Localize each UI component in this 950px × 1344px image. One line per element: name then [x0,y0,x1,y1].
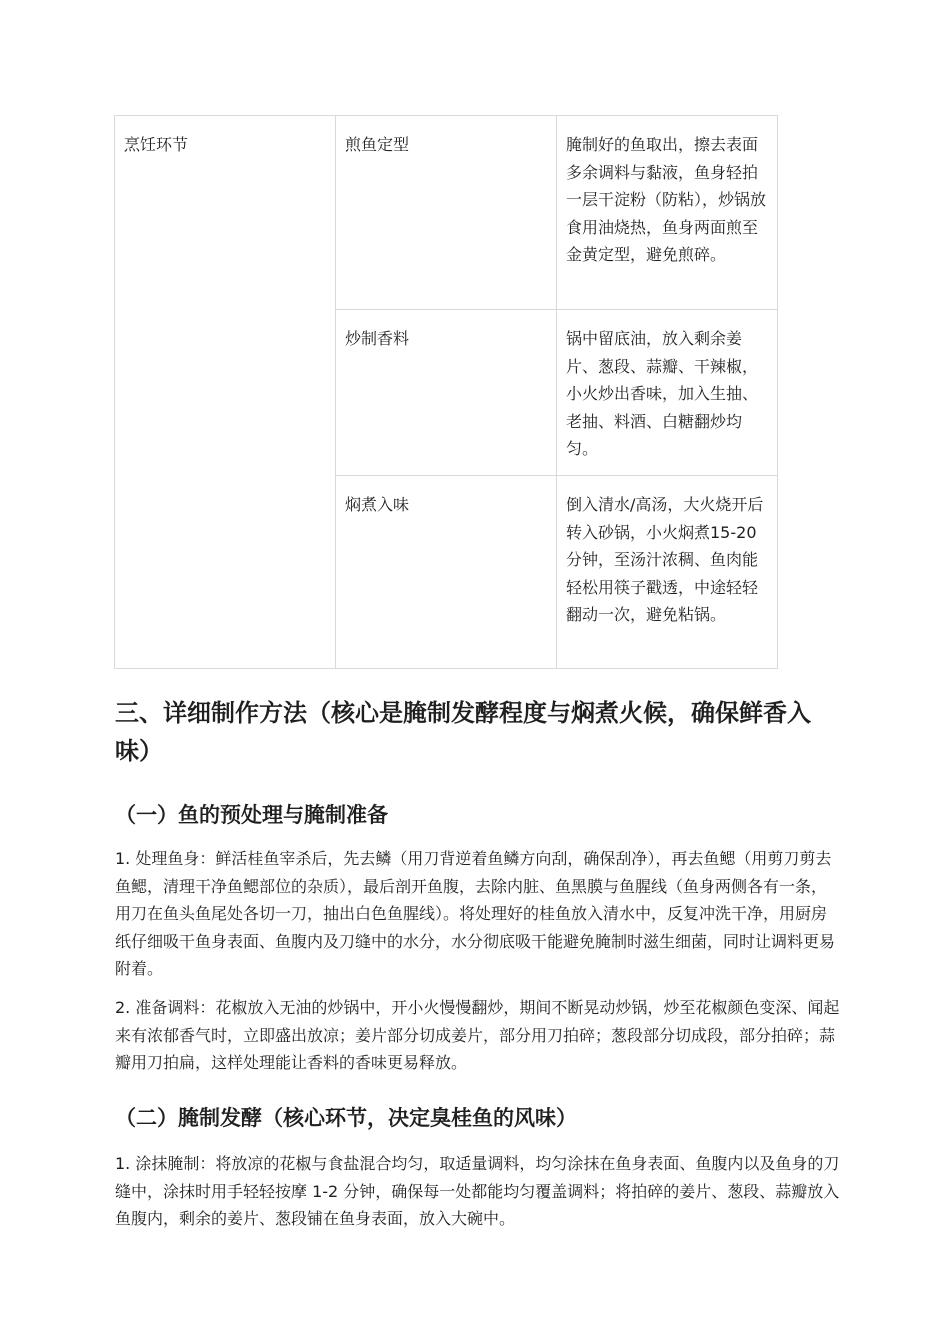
table-row [115,116,778,310]
subsection-heading-1: （一）鱼的预处理与腌制准备 [115,803,388,827]
paragraph-marinate: 1. 涂抹腌制：将放凉的花椒与食盐混合均匀，取适量调料，均匀涂抹在鱼身表面、鱼腹内以及鱼身的刀缝中，涂抹时用手轻轻按摩 1-2 分钟，确保每一处都能均匀覆盖调料；将拍碎的姜片、葱段、蒜瓣放入鱼腹内，剩余的姜片、葱段铺在鱼身表面，放入大碗中。 [115,1154,840,1229]
subsection-heading-2: （二）腌制发酵（核心环节，决定臭桂鱼的风味） [115,1106,577,1130]
cooking-steps-table [114,115,778,669]
detail-cell: 锅中留底油，放入剩余姜片、葱段、蒜瓣、干辣椒，小火炒出香味，加入生抽、老抽、料酒、白糖翻炒均匀。 [557,310,778,476]
paragraph-prepare-seasoning: 2. 准备调料：花椒放入无油的炒锅中，开小火慢慢翻炒，期间不断晃动炒锅，炒至花椒颜色变深、闻起来有浓郁香气时，立即盛出放凉；姜片部分切成姜片，部分用刀拍碎；葱段部分切成段，部分拍碎；蒜瓣用刀拍扁，这样处理能让香料的香味更易释放。 [115,998,840,1073]
section-heading: 三、详细制作方法（核心是腌制发酵程度与焖煮火候，确保鲜香入味） [115,699,811,765]
detail-cell: 倒入清水/高汤，大火烧开后转入砂锅，小火焖煮15-20 分钟，至汤汁浓稠、鱼肉能轻松用筷子戳透，中途轻轻翻动一次，避免粘锅。 [557,476,778,669]
step-cell: 煎鱼定型 [336,116,557,310]
paragraph-process-fish: 1. 处理鱼身：鲜活桂鱼宰杀后，先去鳞（用刀背逆着鱼鳞方向刮，确保刮净），再去鱼鳃（用剪刀剪去鱼鳃，清理干净鱼鳃部位的杂质），最后剖开鱼腹，去除内脏、鱼黑膜与鱼腥线（鱼身两侧各有一条，用刀在鱼头鱼尾处各切一刀，抽出白色鱼腥线）。将处理好的桂鱼放入清水中，反复冲洗干净，用厨房纸仔细吸干鱼身表面、鱼腹内及刀缝中的水分，水分彻底吸干能避免腌制时滋生细菌，同时让调料更易附着。 [115,849,836,979]
step-cell: 炒制香料 [336,310,557,476]
stage-cell: 烹饪环节 [115,116,336,669]
detail-cell: 腌制好的鱼取出，擦去表面多余调料与黏液，鱼身轻拍一层干淀粉（防粘），炒锅放食用油烧热，鱼身两面煎至金黄定型，避免煎碎。 [557,116,778,310]
step-cell: 焖煮入味 [336,476,557,669]
